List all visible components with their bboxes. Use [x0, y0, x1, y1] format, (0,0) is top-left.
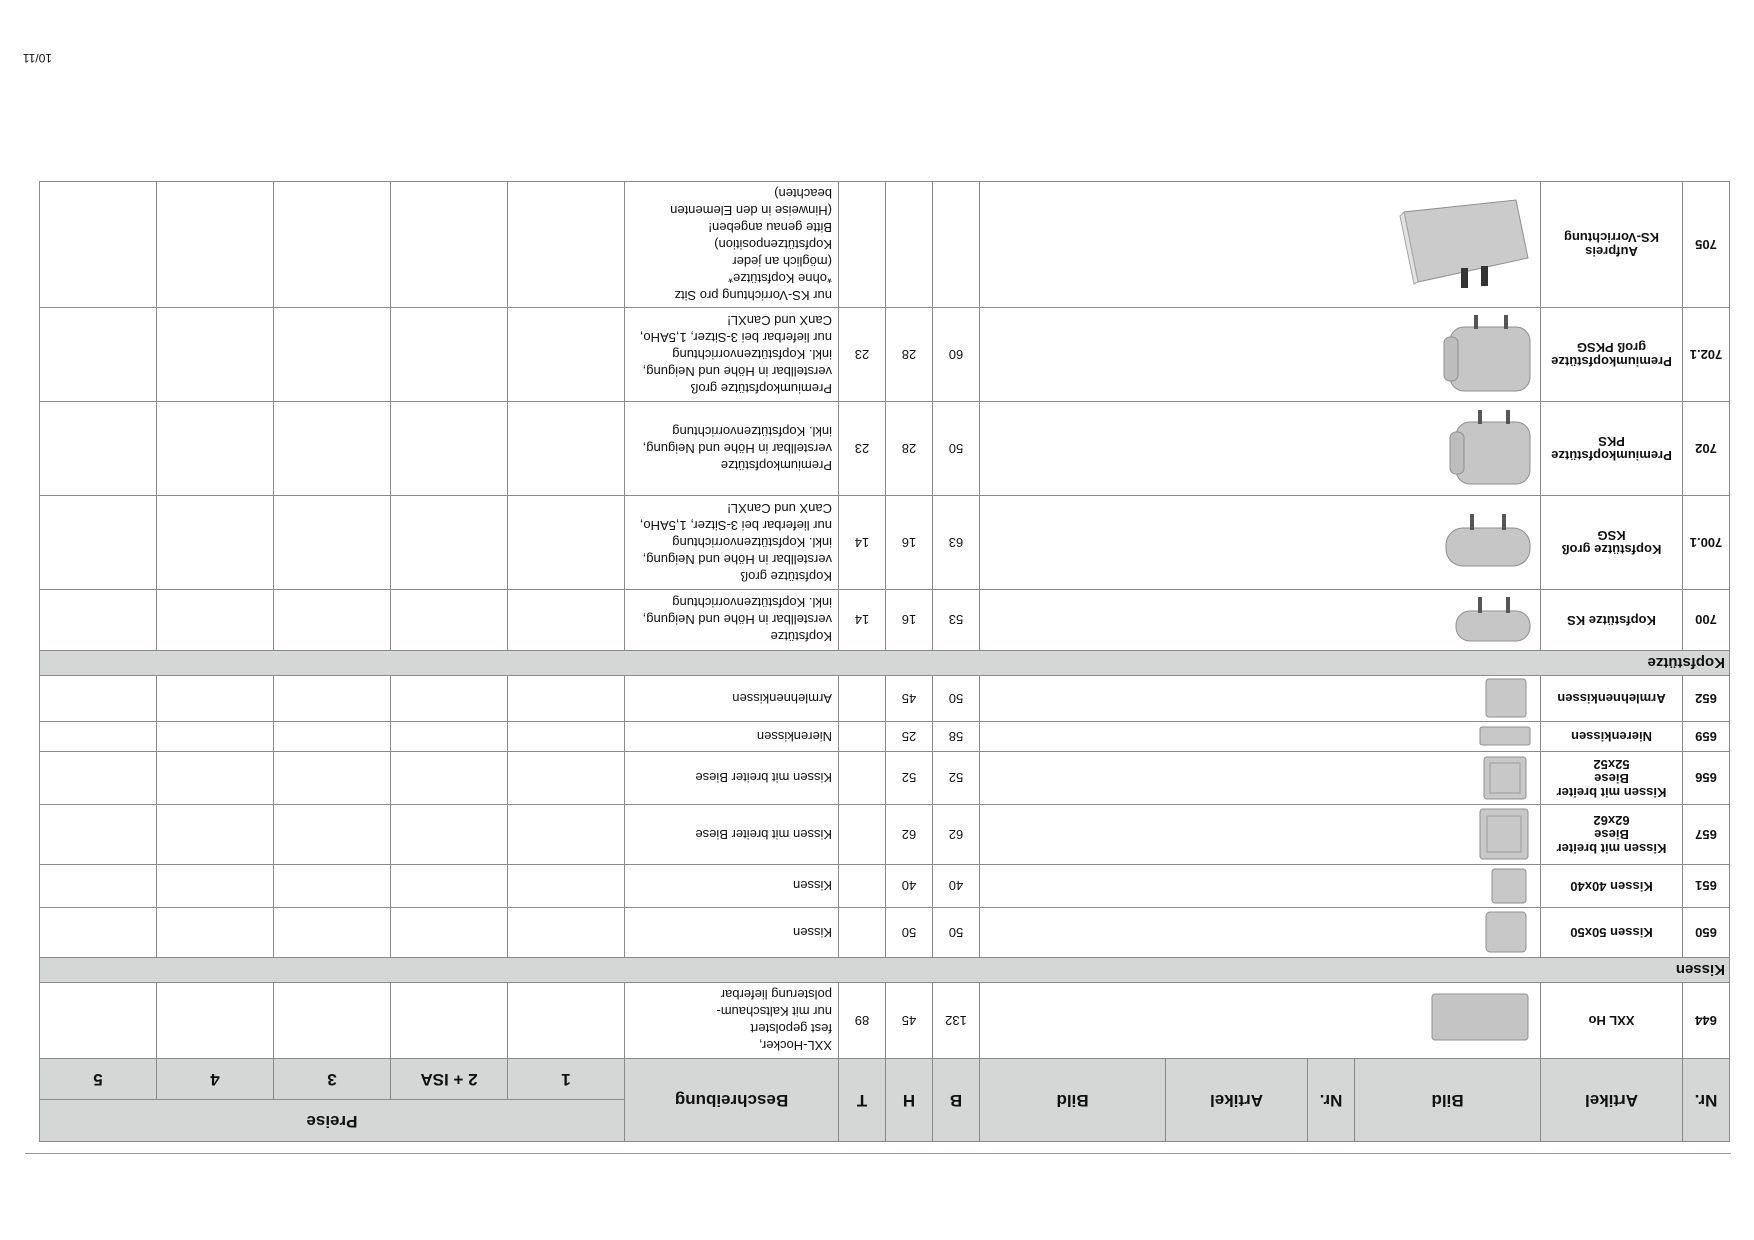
price-cell [274, 308, 391, 402]
item-image-cell [980, 590, 1541, 651]
price-cell [39, 590, 156, 651]
armrest-cushion-image [1474, 678, 1534, 720]
item-t: 14 [839, 496, 886, 590]
item-description: Kissen [625, 865, 839, 908]
item-description: Kopfstütze groß verstellbar in Höhe und Neigung, inkl. Kopfstützenvorrichtung nur lieferbar bei 3-Sitzer, 1,5AHo, CanX und CanXL! [625, 496, 839, 590]
item-t [839, 676, 886, 722]
item-article: Premiumkopfstütze groß PKSG [1541, 308, 1683, 402]
price-cell [157, 402, 274, 496]
price-cell [157, 908, 274, 958]
footer-rule [25, 1153, 1731, 1154]
item-nr: 702.1 [1683, 308, 1730, 402]
col-nr: Nr. [1683, 1059, 1730, 1142]
item-t [839, 722, 886, 752]
headrest-image [1444, 593, 1534, 647]
price-table [39, 181, 1730, 1142]
col-artikel: Artikel [1541, 1059, 1683, 1142]
price-cell [274, 805, 391, 865]
item-b: 132 [933, 983, 980, 1059]
price-cell [39, 496, 156, 590]
table-row [39, 182, 1729, 308]
price-cell [39, 722, 156, 752]
item-b: 63 [933, 496, 980, 590]
cushion-image [1474, 910, 1534, 956]
item-image-cell [980, 402, 1541, 496]
price-cell [274, 590, 391, 651]
item-h: 40 [886, 865, 933, 908]
piped-cushion-image [1474, 755, 1534, 801]
price-cell [274, 865, 391, 908]
item-description: nur KS-Vorrichtung pro Sitz *ohne Kopfstütze* (möglich an jeder Kopfstützenposition) Bitte genau angeben! (Hinweise in den Elementen beachten) [625, 182, 839, 308]
price-cell [157, 496, 274, 590]
item-nr: 705 [1683, 182, 1730, 308]
item-image-cell [980, 676, 1541, 722]
item-description: Kissen mit breiter Biese [625, 805, 839, 865]
item-t: 89 [839, 983, 886, 1059]
col-bild-2: Bild [980, 1059, 1166, 1142]
item-b: 53 [933, 590, 980, 651]
item-description: Kopfstütze verstellbar in Höhe und Neigung, inkl. Kopfstützenvorrichtung [625, 590, 839, 651]
price-cell [391, 865, 508, 908]
col-h: H [886, 1059, 933, 1142]
item-article: Nierenkissen [1541, 722, 1683, 752]
price-cell [274, 983, 391, 1059]
item-t: 14 [839, 590, 886, 651]
price-cell [157, 752, 274, 805]
col-b: B [933, 1059, 980, 1142]
item-h: 50 [886, 908, 933, 958]
item-b: 50 [933, 676, 980, 722]
price-cell [157, 983, 274, 1059]
price-cell [508, 752, 625, 805]
item-article: Kopfstütze KS [1541, 590, 1683, 651]
section-title: Kissen [39, 958, 1729, 983]
cushion-image [1474, 867, 1534, 905]
item-nr: 659 [1683, 722, 1730, 752]
item-t [839, 752, 886, 805]
premium-headrest-large-image [1434, 312, 1534, 398]
col-price-2-isa: 2 + ISA [391, 1059, 508, 1101]
price-cell [157, 308, 274, 402]
section-row-kissen [39, 958, 1729, 983]
col-bild: Bild [1355, 1059, 1541, 1142]
item-article: Kissen 50x50 [1541, 908, 1683, 958]
item-description: Premiumkopfstütze verstellbar in Höhe und Neigung, inkl. Kopfstützenvorrichtung [625, 402, 839, 496]
item-h: 16 [886, 590, 933, 651]
item-t [839, 908, 886, 958]
item-description: Kissen mit breiter Biese [625, 752, 839, 805]
item-article: Kissen 40x40 [1541, 865, 1683, 908]
item-nr: 644 [1683, 983, 1730, 1059]
price-cell [391, 722, 508, 752]
item-article: Aufpreis KS-Vorrichtung [1541, 182, 1683, 308]
col-beschreibung: Beschreibung [625, 1059, 839, 1142]
price-cell [508, 865, 625, 908]
table-row [39, 722, 1729, 752]
item-image-cell [980, 496, 1541, 590]
table-row [39, 308, 1729, 402]
table-row [39, 983, 1729, 1059]
item-description: Premiumkopfstütze groß verstellbar in Höhe und Neigung, inkl. Kopfstützenvorrichtung nur lieferbar bei 3-Sitzer, 1,5AHo, CanX und CanXL! [625, 308, 839, 402]
item-t: 23 [839, 402, 886, 496]
item-t [839, 865, 886, 908]
col-t: T [839, 1059, 886, 1142]
item-image-cell [980, 908, 1541, 958]
item-b: 60 [933, 308, 980, 402]
table-row [39, 496, 1729, 590]
item-article: Kissen mit breiter Biese 52x52 [1541, 752, 1683, 805]
item-article: Kissen mit breiter Biese 62x62 [1541, 805, 1683, 865]
table-row [39, 865, 1729, 908]
price-cell [508, 496, 625, 590]
item-nr: 702 [1683, 402, 1730, 496]
price-cell [391, 908, 508, 958]
price-cell [274, 676, 391, 722]
price-cell [391, 308, 508, 402]
price-cell [391, 590, 508, 651]
price-cell [39, 908, 156, 958]
price-cell [157, 590, 274, 651]
price-cell [157, 182, 274, 308]
item-image-cell [980, 752, 1541, 805]
item-b: 50 [933, 908, 980, 958]
price-cell [39, 865, 156, 908]
item-description: Nierenkissen [625, 722, 839, 752]
item-description: Armlehnenkissen [625, 676, 839, 722]
kidney-cushion-image [1474, 725, 1534, 749]
price-cell [391, 402, 508, 496]
price-cell [508, 983, 625, 1059]
price-cell [39, 676, 156, 722]
price-cell [508, 308, 625, 402]
item-nr: 657 [1683, 805, 1730, 865]
item-article: Premiumkopfstütze PKS [1541, 402, 1683, 496]
item-h: 45 [886, 676, 933, 722]
item-image-cell [980, 722, 1541, 752]
price-cell [508, 908, 625, 958]
price-cell [274, 722, 391, 752]
table-row [39, 908, 1729, 958]
col-preise: Preise [39, 1100, 624, 1142]
price-cell [39, 752, 156, 805]
item-h: 45 [886, 983, 933, 1059]
item-image-cell [980, 308, 1541, 402]
price-cell [39, 983, 156, 1059]
item-nr: 700 [1683, 590, 1730, 651]
col-price-4: 4 [157, 1059, 274, 1101]
price-cell [274, 752, 391, 805]
item-b: 58 [933, 722, 980, 752]
table-row [39, 676, 1729, 722]
price-cell [508, 590, 625, 651]
headrest-mount-image [1394, 197, 1534, 293]
col-price-3: 3 [274, 1059, 391, 1101]
page-number: 10/11 [22, 51, 52, 65]
headrest-large-image [1434, 511, 1534, 575]
item-h: 25 [886, 722, 933, 752]
table-row [39, 805, 1729, 865]
price-cell [391, 676, 508, 722]
price-cell [508, 402, 625, 496]
price-cell [274, 402, 391, 496]
price-cell [508, 676, 625, 722]
table-row [39, 402, 1729, 496]
price-cell [157, 722, 274, 752]
item-article: Armlehnenkissen [1541, 676, 1683, 722]
price-cell [39, 182, 156, 308]
item-h: 28 [886, 402, 933, 496]
item-h: 16 [886, 496, 933, 590]
item-description: Kissen [625, 908, 839, 958]
item-t [839, 182, 886, 308]
ottoman-image [1424, 991, 1534, 1051]
item-nr: 700.1 [1683, 496, 1730, 590]
price-cell [39, 402, 156, 496]
price-cell [391, 805, 508, 865]
item-image-cell [980, 182, 1541, 308]
table-row [39, 590, 1729, 651]
col-price-5: 5 [39, 1059, 156, 1101]
item-b: 50 [933, 402, 980, 496]
price-cell [274, 182, 391, 308]
price-cell [39, 805, 156, 865]
item-b: 40 [933, 865, 980, 908]
col-nr-2: Nr. [1308, 1059, 1355, 1142]
price-cell [508, 805, 625, 865]
item-h: 28 [886, 308, 933, 402]
price-cell [508, 722, 625, 752]
item-b: 62 [933, 805, 980, 865]
item-nr: 656 [1683, 752, 1730, 805]
header-row [39, 1100, 1729, 1142]
price-cell [391, 182, 508, 308]
item-nr: 651 [1683, 865, 1730, 908]
item-nr: 650 [1683, 908, 1730, 958]
col-artikel-2: Artikel [1166, 1059, 1308, 1142]
section-row-kopfstuetze [39, 651, 1729, 676]
table-row [39, 752, 1729, 805]
price-cell [391, 983, 508, 1059]
item-t [839, 805, 886, 865]
price-cell [391, 752, 508, 805]
price-cell [274, 496, 391, 590]
col-price-1: 1 [508, 1059, 625, 1101]
item-h: 52 [886, 752, 933, 805]
item-article: XXL Ho [1541, 983, 1683, 1059]
item-t: 23 [839, 308, 886, 402]
price-cell [157, 676, 274, 722]
premium-headrest-image [1434, 407, 1534, 491]
price-cell [508, 182, 625, 308]
item-b [933, 182, 980, 308]
item-description: XXL-Hocker, fest gepolstert nur mit Kaltschaum- polsterung lieferbar [625, 983, 839, 1059]
piped-cushion-image [1474, 808, 1534, 862]
price-cell [157, 865, 274, 908]
item-h [886, 182, 933, 308]
item-b: 52 [933, 752, 980, 805]
item-article: Kopfstütze groß KSG [1541, 496, 1683, 590]
price-cell [391, 496, 508, 590]
price-cell [39, 308, 156, 402]
item-image-cell [980, 983, 1541, 1059]
price-cell [274, 908, 391, 958]
item-image-cell [980, 805, 1541, 865]
item-h: 62 [886, 805, 933, 865]
item-image-cell [980, 865, 1541, 908]
section-title: Kopfstütze [39, 651, 1729, 676]
item-nr: 652 [1683, 676, 1730, 722]
price-cell [157, 805, 274, 865]
